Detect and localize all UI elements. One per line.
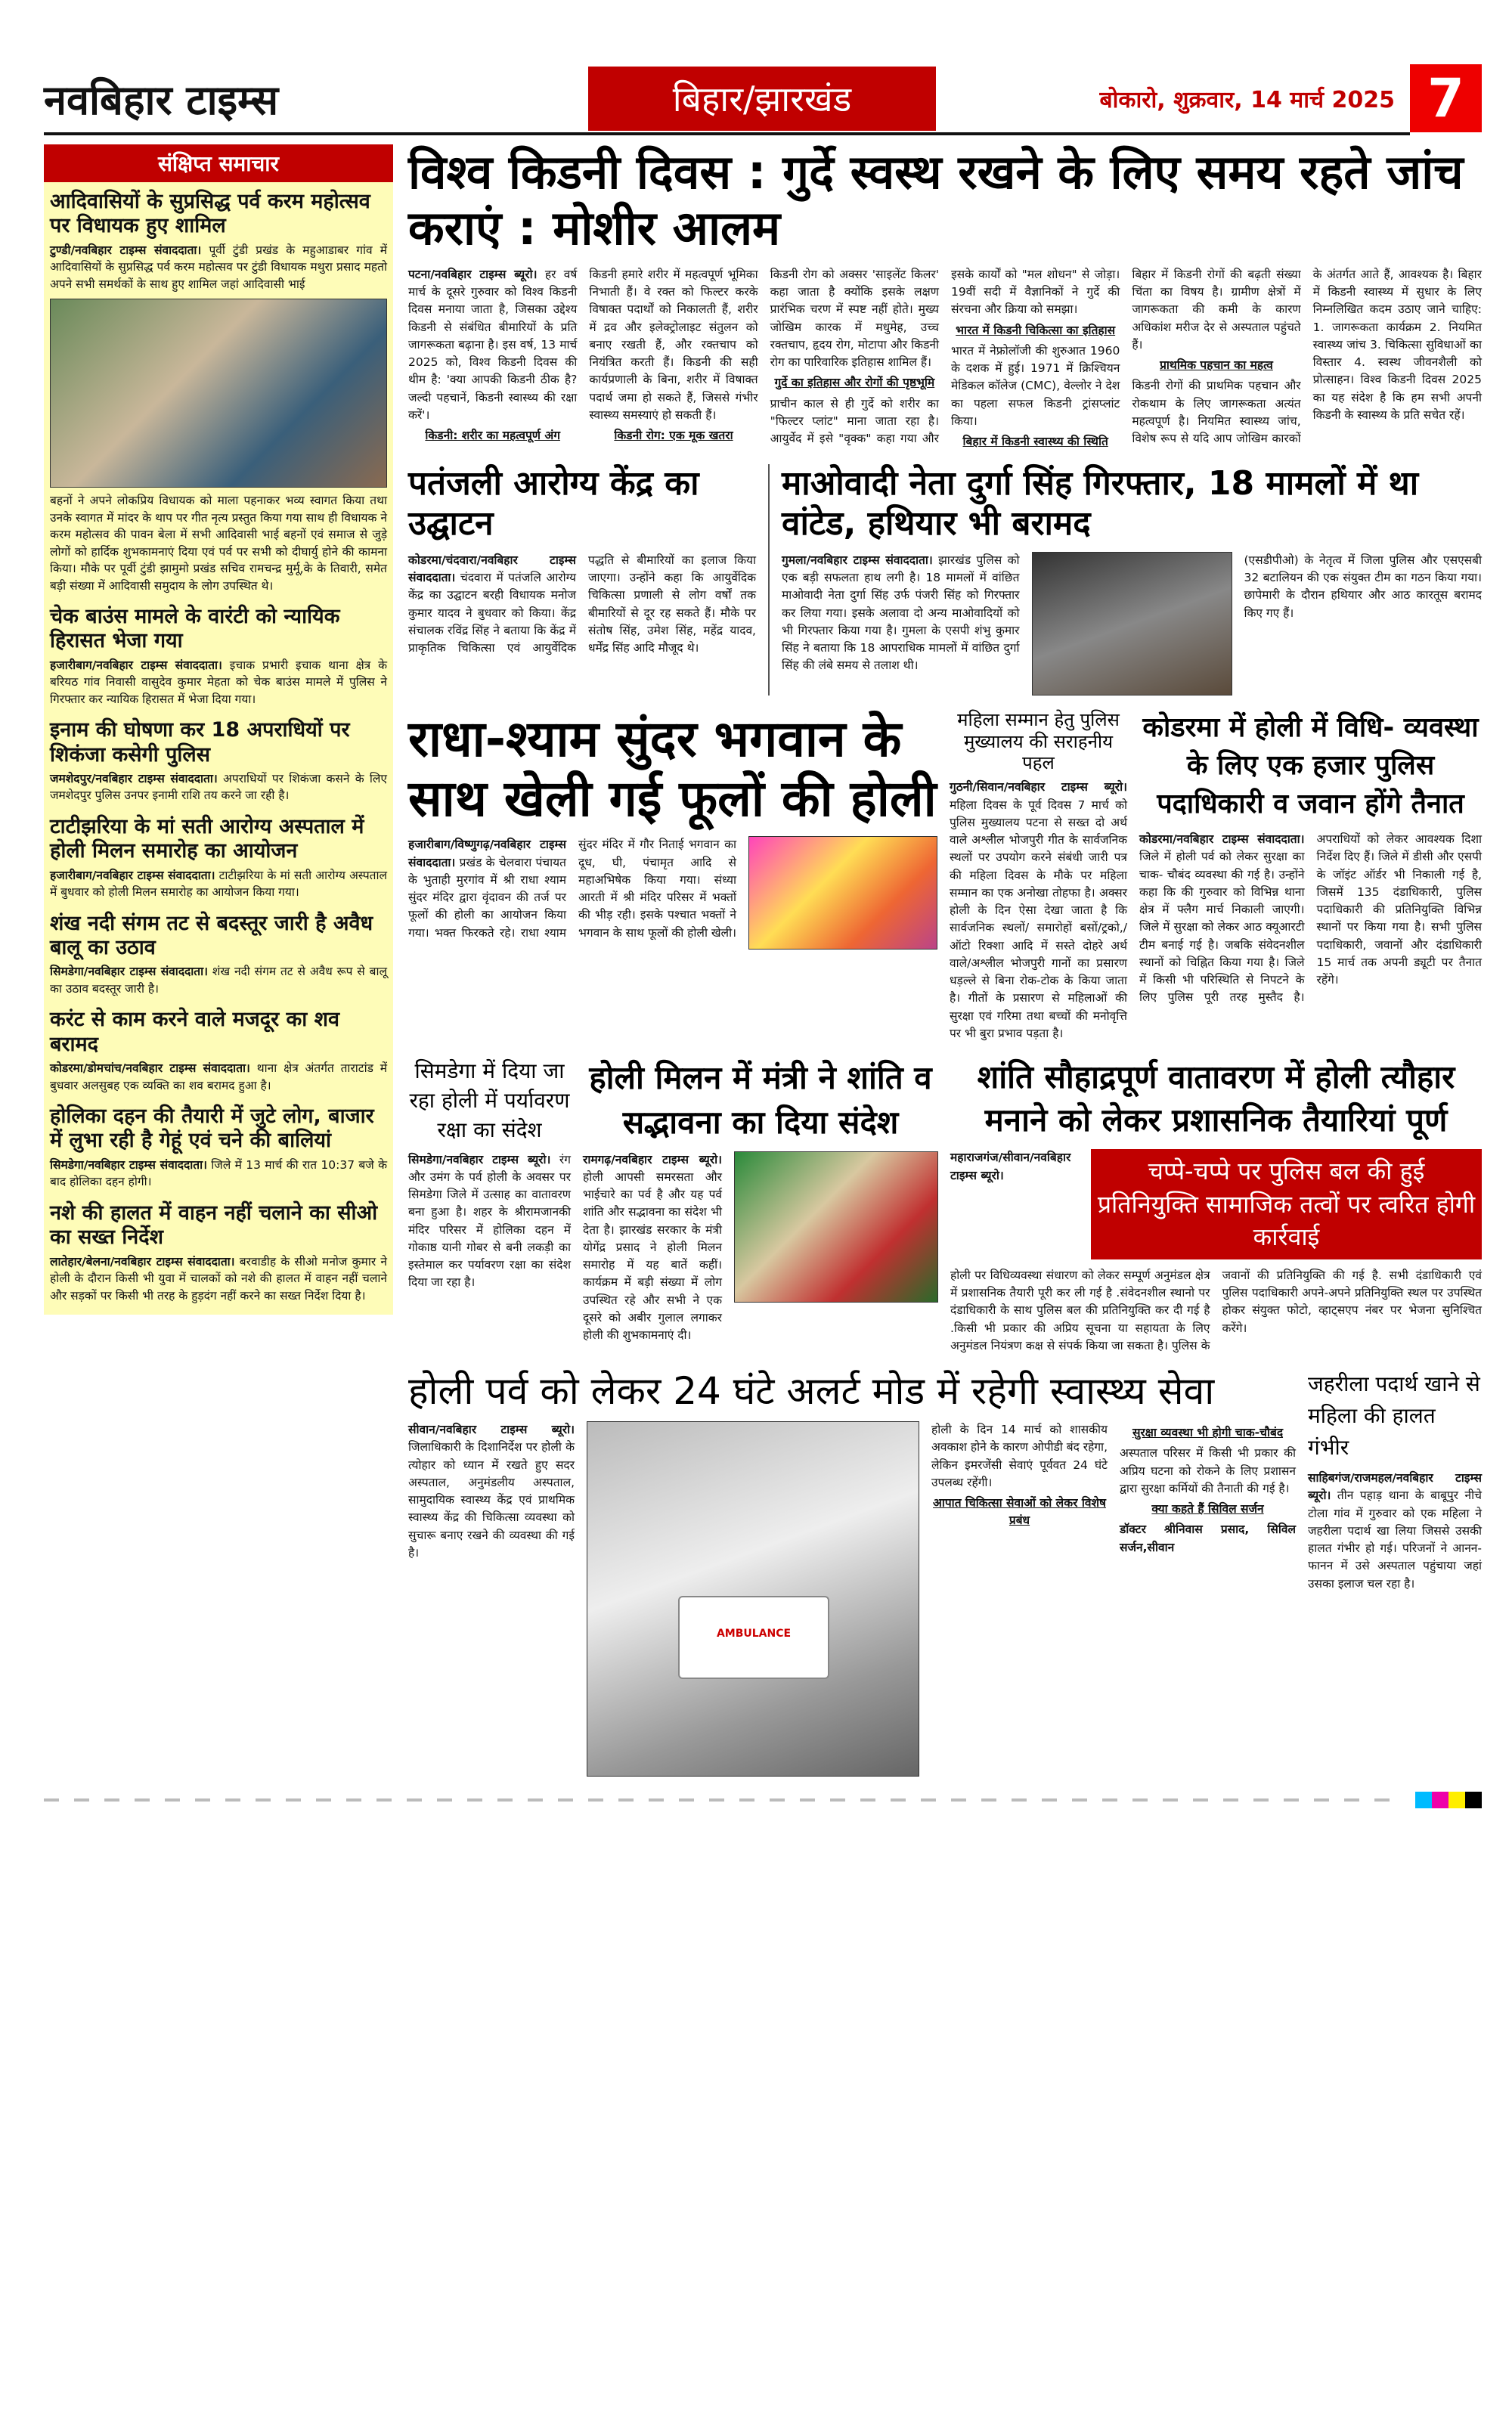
dateline: सिमडेगा/नवबिहार टाइम्स संवाददाता। [50, 1157, 207, 1172]
dateline: जमशेदपुर/नवबिहार टाइम्स संवाददाता। [50, 771, 218, 785]
radha-article [408, 709, 937, 950]
dateline: हजारीबाग/नवबिहार टाइम्स संवाददाता। [50, 868, 215, 882]
brief-article [44, 1194, 393, 1307]
issue-date: बोकारो, शुक्रवार, 14 मार्च 2025 [1099, 86, 1395, 113]
dateline: गुमला/नवबिहार टाइम्स संवाददाता। [782, 553, 933, 567]
article-photo [50, 299, 387, 488]
dateline: सीवान/नवबिहार टाइम्स ब्यूरो। [408, 1423, 575, 1437]
paragraph: पुलिस के जवानों की प्रतिनियुक्ति की गई है. सभी दंडाधिकारी एवं पुलिस पदाधिकारी अपने-अपने प्रतिनियुक्ति स्थल पर उपस्थित होकर संयुक्त फोटो, व्हाट्सएप नंबर पर भेजना सुनिश्चित करेंगे। [1171, 1268, 1482, 1352]
paragraph: किडनी हमारे शरीर में महत्वपूर्ण भूमिका निभाती हैं। वे रक्त को फिल्टर करके विषाक्त पदार्थों को निकालती हैं, शरीर में द्रव और इलेक्ट्रोलाइट संतुलन को बनाए रखती हैं, और रक्तचाप को नियंत्रित करती हैं। किडनी की सही कार्यप्रणाली के बिना, शरीर में विषाक्त पदार्थ जमा हो सकते हैं, जिससे गंभीर स्वास्थ्य समस्याएं हो सकती हैं। [589, 267, 758, 422]
paragraph: बिहार में किडनी रोगों की बढ़ती संख्या चिंता का विषय है। ग्रामीण क्षेत्रों में जागरूकता की कमी के कारण अधिकांश मरीज देर से अस्पताल पहुंचते हैं। [1132, 267, 1301, 352]
maoist-article [782, 464, 1482, 696]
paragraph: चंदवारा में पतंजलि आरोग्य केंद्र का उद्घाटन बरही विधायक मनोज कुमार यादव ने बुधवार को किया। केंद्र संचालक रविंद्र सिंह ने बताया कि केंद्र में प्राकृतिक चिकित्सा एवं आयुर्वेदिक पद्धति से बीमारियों का इलाज किया जाएगा। उन्होंने कहा कि आयुर्वेदिक चिकित्सा प्रणाली से लोग वर्षों तक बीमारियों से दूर रह सकते हैं। मौके पर संतोष सिंह, उमेश सिंह, महेंद्र यादव, धर्मेंद्र सिंह आदि मौजूद थे। [408, 553, 756, 655]
dateline: महाराजगंज/सीवान/नवबिहार टाइम्स ब्यूरो। [950, 1151, 1071, 1182]
shanti-body [950, 1267, 1482, 1355]
simdega-body [408, 1151, 571, 1292]
dateline: सिमडेगा/नवबिहार टाइम्स ब्यूरो। [408, 1152, 551, 1166]
article-headline: शंख नदी संगम तट से बदस्तूर जारी है अवैध बालू का उठाव [50, 911, 373, 960]
koderma-body [1139, 831, 1482, 1007]
article-headline: टाटीझरिया के मां सती आरोग्य अस्पताल में होली मिलन समारोह का आयोजन [50, 814, 364, 863]
paragraph: रंग और उमंग के पर्व होली के अवसर पर सिमडेगा जिले में उत्साह का वातावरण बना हुआ है। शहर के श्रीरामजानकी मंदिर परिसर में होलिका दहन में गोकाष्ठ यानी गोबर से बनी लकड़ी का इस्तेमाल कर पर्यावरण रक्षा का संदेश दिया जा रहा है। [408, 1152, 571, 1290]
paragraph: बिहार में किडनी स्वास्थ्य में सुधार के लिए निम्नलिखित कदम उठाए जाने चाहिए: 1. जागरूकता कार्यक्रम 2. नियमित स्वास्थ्य जांच 3. चिकित्सा सुविधाओं का विस्तार 4. स्वस्थ जीवनशैली को प्रोत्साहन। विश्व किडनी दिवस 2025 का यह संदेश है कि हम सभी अपनी किडनी के स्वास्थ्य के प्रति सचेत रहें। [1312, 267, 1482, 422]
registration-strip [44, 1798, 1400, 1802]
article-body: पूर्वी टुंडी प्रखंड के महुआडाबर गांव में आदिवासियों के सुप्रसिद्ध पर्व करम महोत्सव पर टुंडी विधायक मथुरा प्रसाद महतो अपने सभी समर्थकों के साथ हुए शामिल जहां आदिवासी भाई [50, 243, 387, 291]
lead-article-body [408, 266, 1482, 451]
article-body: शंख नदी संगम तट से अवैध रूप से बालू का उठाव बदस्तूर जारी है। [50, 965, 388, 996]
paragraph: होली पर विधिव्यवस्था संधारण को लेकर सम्पूर्ण अनुमंडल क्षेत्र में प्रशासनिक तैयारी पूरी कर ली गई है .संवेदनशील स्थानो पर दंडाधिकारी के साथ पुलिस बल की प्रतिनियुक्ति कर दी गई है .किसी भी प्रकार की अप्रिय सूचना या सहायता के लिए अनुमंडल नियंत्रण कक्ष से संपर्क किया जा सकता है। [950, 1268, 1210, 1352]
dateline: पटना/नवबिहार टाइम्स ब्यूरो। [408, 267, 538, 281]
brief-article [44, 597, 393, 711]
dateline: साहिबगंज/राजमहल/नवबिहार टाइम्स ब्यूरो। [1308, 1471, 1482, 1503]
minister-event-photo [734, 1151, 938, 1303]
brief-article [44, 711, 393, 807]
simdega-headline: सिमडेगा में दिया जा रहा होली में पर्यावरण रक्षा का संदेश [409, 1058, 570, 1143]
health-article [408, 1368, 1296, 1777]
simdega-article [408, 1056, 571, 1292]
lead-headline: विश्व किडनी दिवस : गुर्दे स्वस्थ रखने के लिए समय रहते जांच कराएं : मोशीर आलम [408, 144, 1464, 256]
radha-body [408, 836, 736, 942]
dateline: हजारीबाग/नवबिहार टाइम्स संवाददाता। [50, 658, 222, 672]
cmyk-registration-marks [1415, 1792, 1482, 1808]
health-headline: होली पर्व को लेकर 24 घंटे अलर्ट मोड में रहेगी स्वास्थ्य सेवा [408, 1369, 1215, 1414]
shanti-headline: शांति सौहाद्रपूर्ण वातावरण में होली त्यौहार मनाने को लेकर प्रशासनिक तैयारियां पूर्ण [977, 1058, 1455, 1139]
patanjali-headline: पतंजली आरोग्य केंद्र का उद्घाटन [408, 464, 699, 544]
paragraph: होली के दिन 14 मार्च को शासकीय अवकाश होने के कारण ओपीडी बंद रहेगा, लेकिन इमरजेंसी सेवाएं पूर्ववत 24 घंटे उपलब्ध रहेंगी। [931, 1423, 1108, 1489]
poison-body [1308, 1470, 1482, 1593]
page-number: 7 [1410, 64, 1482, 132]
paragraph: जिलाधिकारी के दिशानिर्देश पर होली के त्योहार को ध्यान में रखते हुए सदर अस्पताल, अनुमंडलीय अस्पताल, सामुदायिक स्वास्थ्य केंद्र एवं प्राथमिक स्वास्थ्य केंद्र की चिकित्सा व्यवस्था को सुचारू बनाए रखने की व्यवस्था की गई है। [408, 1440, 575, 1560]
paragraph: अस्पताल परिसर में किसी भी प्रकार की अप्रिय घटना को रोकने के लिए प्रशासन द्वारा सुरक्षा कर्मियों की तैनाती की गई है। [1120, 1446, 1296, 1495]
article-headline: इनाम की घोषणा कर 18 अपराधियों पर शिकंजा कसेगी पुलिस [50, 718, 350, 767]
maoist-headline: माओवादी नेता दुर्गा सिंह गिरफ्तार, 18 मामलों में था वांटेड, हथियार भी बरामद [782, 464, 1419, 544]
holi-milan-headline: होली मिलन में मंत्री ने शांति व सद्भावना का दिया संदेश [589, 1059, 932, 1141]
brief-news-header: संक्षिप्त समाचार [44, 144, 393, 182]
paragraph: होली आपसी समरसता और भाईचारे का पर्व है और यह पर्व शांति और सद्भावना का संदेश भी देता है। झारखंड सरकार के मंत्री योगेंद्र प्रसाद ने होली मिलन समारोह में यह बातें कहीं। कार्यक्रम में बड़ी संख्या में लोग उपस्थित रहे और सभी ने एक दूसरे को अबीर गुलाल लगाकर होली की शुभकामनाएं दी। [583, 1170, 722, 1343]
subheading: गुर्दे का इतिहास और रोगों की पृष्ठभूमि [774, 376, 935, 390]
brief-article [44, 904, 393, 1001]
holi-milan-article [583, 1056, 938, 1344]
subheading: क्या कहते हैं सिविल सर्जन [1151, 1502, 1264, 1517]
subheading: बिहार में किडनी स्वास्थ्य की स्थिति [962, 435, 1108, 449]
koderma-article [1139, 709, 1482, 1007]
brief-article [44, 807, 393, 904]
paragraph: अपराधियों को लेकर आवश्यक दिशा निर्देश दिए हैं। जिले में डीसी और एसपी के जॉइंट ऑर्डर भी निकाली गई है, जिसमें 135 दंडाधिकारी, पुलिस पदाधिकारी की प्रतिनियुक्ति विभिन्न स्थानों पर किया गया है। सभी पुलिस पदाधिकारी, जवानों और दंडाधिकारी 15 मार्च तक अपनी ड्यूटी पर तैनात रहेंगे। [1316, 832, 1482, 987]
dateline: रामगढ़/नवबिहार टाइम्स ब्यूरो। [583, 1152, 722, 1166]
patanjali-body [408, 552, 756, 658]
article-body: जिले में 13 मार्च की रात 10:37 बजे के बाद होलिका दहन होगी। [50, 1157, 388, 1189]
paragraph: महिला दिवस के पूर्व दिवस 7 मार्च को पुलिस मुख्यालय पटना से सख्त दो अर्थ वाले अश्लील भोजपुरी गीत के सार्वजनिक स्थलों पर उपयोग करने संबंधी जारी पत्र की महिला दिवस के मौके पर महिला सम्मान का एक अनोखा तोहफा है। अक्सर होली के दिन ऐसा देखा जाता है कि सार्वजनिक स्थलों/ समारोहों बसों/ट्रको,/ऑटो रिक्शा आदि में सस्ते दोहरे अर्थ वाले/अश्लील भोजपुरी गानों का प्रसारण धड़ल्ले से बिना रोक-टोक के किया जाता है। गीतों के प्रसारण से महिलाओं की सुरक्षा एवं गरिमा तथा बच्चों की मनोवृत्ति पर भी बुरा प्रभाव पड़ता है। [950, 798, 1127, 1040]
dateline: कोडरमा/डोमचांच/नवबिहार टाइम्स संवाददाता। [50, 1061, 250, 1076]
paragraph: प्रखंड के चेलवारा पंचायत के भुताही मुरगांव में श्री राधा श्याम सुंदर मंदिर द्वारा वृंदावन की तर्ज पर फूलों की होली का आयोजन किया गया। भक्त फिरकते रहे। राधा श्याम सुंदर मंदिर में गौर निताई भगवान का दूध, घी, पंचामृत आदि से महाअभिषेक किया गया। संध्या आरती में श्री मंदिर परिसर में भक्तों की भीड़ रही। इसके पश्चात भक्तों ने भगवान के साथ फूलों की होली खेली। [408, 838, 736, 940]
masthead [44, 64, 1482, 132]
article-headline: करंट से काम करने वाले मजदूर का शव बरामद [50, 1008, 340, 1056]
mahila-article [950, 709, 1127, 1043]
radha-headline: राधा-श्याम सुंदर भगवान के साथ खेली गई फूलों की होली [408, 709, 937, 829]
paragraph: तीन पहाड़ थाना के बाबूपुर नीचे टोला गांव में गुरुवार को एक महिला ने जहरीला पदार्थ खा लिया जिससे उसकी हालत गंभीर हो गई। परिजनों ने आनन-फानन में उसे अस्पताल पहुंचाया जहां उसका इलाज चल रहा है। [1308, 1489, 1482, 1591]
article-body: टाटीझरिया के मां सती आरोग्य अस्पताल में बुधवार को होली मिलन समारोह का आयोजन किया गया। [50, 868, 387, 900]
subheading: किडनी: शरीर का महत्वपूर्ण अंग [425, 429, 560, 443]
poison-headline: जहरीला पदार्थ खाने से महिला की हालत गंभीर [1308, 1371, 1480, 1461]
arrest-photo [1032, 552, 1232, 696]
dateline: सिमडेगा/नवबिहार टाइम्स संवाददाता। [50, 965, 209, 979]
maoist-body [782, 552, 1020, 675]
paragraph: प्राचीन काल से ही गुर्दे को शरीर का "फिल्टर प्लांट" माना जाता रहा है। आयुर्वेद में इसे "वृक्क" कहा गया और इसके कार्यों को "मल शोधन" से जोड़ा। 19वीं सदी में वैज्ञानिकों ने गुर्दे की संरचना और क्रिया को समझा। [770, 267, 1120, 446]
poison-article [1308, 1368, 1482, 1593]
article-headline: चेक बाउंस मामले के वारंटी को न्यायिक हिरासत भेजा गया [50, 605, 340, 653]
dateline: टुण्डी/नवबिहार टाइम्स संवाददाता। [50, 243, 202, 257]
health-body-2 [931, 1421, 1108, 1533]
shanti-article [950, 1056, 1482, 1355]
dateline: लातेहार/बेलना/नवबिहार टाइम्स संवाददाता। [50, 1254, 235, 1269]
maoist-body-continued: (एसडीपीओ) के नेतृत्व में जिला पुलिस और एसएसबी 32 बटालियन की एक संयुक्त टीम का गठन किया गया। छापेमारी के दौरान हथियार और आठ कारतूस बरामद किए गए हैं। [1244, 553, 1482, 620]
lead-article [408, 144, 1482, 451]
article-headline: आदिवासियों के सुप्रसिद्ध पर्व करम महोत्सव पर विधायक हुए शामिल [50, 190, 370, 238]
brief-article [44, 182, 393, 597]
article-body: इचाक प्रभारी इचाक थाना क्षेत्र के बरियठ गांव निवासी वासुदेव कुमार मेहता को चेक बाउंस मामले में पुलिस ने गिरफ्तार कर न्यायिक हिरासत में भेजा दिया गया। [50, 658, 387, 706]
brief-article [44, 1097, 393, 1194]
article-body: बरवाडीह के सीओ मनोज कुमार ने होली के दौरान किसी भी युवा में चालकों को नशे की हालत में वाहन नहीं चलाने और सड़कों पर किसी भी तरह के हुड़दंग नहीं करने का सख्त निर्देश दिया है। [50, 1254, 388, 1303]
column-divider [768, 464, 770, 696]
article-body: थाना क्षेत्र अंतर्गत ताराटांड में बुधवार अलसुबह एक व्यक्ति का शव बरामद हुआ है। [50, 1061, 387, 1092]
ambulance-photo [587, 1421, 919, 1777]
subheading: भारत में किडनी चिकित्सा का इतिहास [956, 323, 1116, 337]
ambulance-label: AMBULANCE [678, 1596, 829, 1679]
masthead-title: नवबिहार टाइम्स [44, 76, 279, 124]
article-body: अपराधियों पर शिकंजा कसने के लिए जमशेदपुर पुलिस उनपर इनामी राशि तय करने जा रही है। [50, 771, 387, 803]
subheading: सुरक्षा व्यवस्था भी होगी चाक-चौबंद [1132, 1426, 1284, 1440]
masthead-rule [44, 132, 1410, 135]
dateline: हजारीबाग/विष्णुगढ़/नवबिहार टाइम्स संवाददाता। [408, 838, 566, 869]
holi-milan-body [583, 1151, 722, 1345]
brief-news-column [44, 144, 393, 1315]
shanti-callout: चप्पे-चप्पे पर पुलिस बल की हुई प्रतिनियुक्ति सामाजिक तत्वों पर त्वरित होगी कार्रवाई [1091, 1149, 1482, 1259]
section-label: बिहार/झारखंड [588, 67, 936, 131]
shanti-lead [950, 1149, 1079, 1185]
patanjali-article [408, 464, 756, 657]
dateline: कोडरमा/चंदवारा/नवबिहार टाइम्स संवाददाता। [408, 553, 576, 585]
subheading: आपात चिकित्सा सेवाओं को लेकर विशेष प्रबंध [933, 1496, 1106, 1528]
signature: डॉक्टर श्रीनिवास प्रसाद, सिविल सर्जन,सीवान [1120, 1523, 1296, 1554]
paragraph: किडनी रोग को अक्सर 'साइलेंट किलर' कहा जाता है क्योंकि इसके लक्षण प्रारंभिक चरण में स्पष्ट नहीं होते। मुख्य जोखिम कारक में मधुमेह, उच्च रक्तचाप, हृदय रोग, मोटापा और किडनी रोग का पारिवारिक इतिहास शामिल हैं। [770, 267, 939, 370]
paragraph: हर वर्ष मार्च के दूसरे गुरुवार को विश्व किडनी दिवस मनाया जाता है, जिसका उद्देश्य किडनी से संबंधित बीमारियों के प्रति जागरूकता बढ़ाना है। इस वर्ष, 13 मार्च 2025 को, विश्व किडनी दिवस की थीम है: 'क्या आपकी किडनी ठीक है? जल्दी पहचानें, किडनी स्वास्थ्य की रक्षा करें'। [408, 267, 578, 422]
dateline: गुठनी/सिवान/नवबिहार टाइम्स ब्यूरो। [950, 780, 1127, 795]
subheading: प्राथमिक पहचान का महत्व [1160, 358, 1273, 373]
subheading: किडनी रोग: एक मूक खतरा [614, 429, 733, 443]
article-headline: नशे की हालत में वाहन नहीं चलाने का सीओ का सख्त निर्देश [50, 1201, 378, 1250]
brief-article [44, 1000, 393, 1097]
article-headline: होलिका दहन की तैयारी में जुटे लोग, बाजार में लुभा रही है गेहूं एवं चने की बालियां [50, 1104, 374, 1153]
paragraph: किडनी रोगों की प्राथमिक पहचान और रोकथाम के लिए जागरूकता अत्यंत महत्वपूर्ण है। नियमित स्वास्थ्य जांच, विशेष रूप से यदि आप जोखिम कारकों के अंतर्गत आते हैं, आवश्यक है। [1132, 267, 1454, 446]
article-body: बहनों ने अपने लोकप्रिय विधायक को माला पहनाकर भव्य स्वागत किया तथा उनके स्वागत में मांदर के थाप पर गीत नृत्य प्रस्तुत किया गया साथ ही विधायक ने करम महोत्सव की पावन बेला में सभी आदिवासी भाई बहनों एवं समाज से जुड़े लोगों को हार्दिक शुभकामनाएं दिया एवं पर्व पर सभी को दीघार्यु होने की कामना किया। मौके पर पूर्वी टुंडी झामुमो प्रखंड सचिव रामचन्द्र मुर्मू,के के तिवारी, समेत बड़ी संख्या में आदिवासी समुदाय के लोग उपस्थित थे। [50, 494, 387, 593]
paragraph: भारत में नेफ्रोलॉजी की शुरुआत 1960 के दशक में हुई। 1971 में क्रिश्चियन मेडिकल कॉलेज (CMC), वेल्लोर ने देश का पहला सफल किडनी ट्रांसप्लांट किया। [950, 343, 1120, 428]
health-body [408, 1421, 575, 1562]
dateline: कोडरमा/नवबिहार टाइम्स संवाददाता। [1139, 832, 1305, 847]
koderma-headline: कोडरमा में होली में विधि- व्यवस्था के लिए एक हजार पुलिस पदाधिकारी व जवान होंगे तैनात [1142, 711, 1479, 819]
paragraph: झारखंड पुलिस को एक बड़ी सफलता हाथ लगी है। 18 मामलों में वांछित माओवादी नेता दुर्गा सिंह उर्फ पंजरी सिंह को गिरफ्तार कर लिया गया। इसके अलावा दो अन्य माओवादियों को भी गिरफ्तार किया गया है। गुमला के एसपी शंभु कुमार सिंह ने बताया कि 18 आपराधिक मामलों में वांछित दुर्गा सिंह की लंबे समय से तलाश थी। [782, 553, 1020, 673]
health-body-3 [1120, 1421, 1296, 1557]
paragraph: जिले में होली पर्व को लेकर सुरक्षा का चाक- चौबंद व्यवस्था की गई है। उन्होंने कहा कि की गुरुवार को विभिन्न थाना क्षेत्र में फ्लैग मार्च निकाली जाएगी। जिले में सुरक्षा को लेकर आठ क्यूआरटी टीम बनाई गई है। जबकि संवेदनशील स्थानों को चिह्नित किया गया है। जिले में किसी भी परिस्थिति से निपटने के लिए पुलिस पूरी तरह मुस्तैद है। [1139, 850, 1305, 1005]
article-headline: महिला सम्मान हेतु पुलिस मुख्यालय की सराहनीय पहल [957, 708, 1120, 774]
holi-festival-photo [748, 836, 937, 950]
